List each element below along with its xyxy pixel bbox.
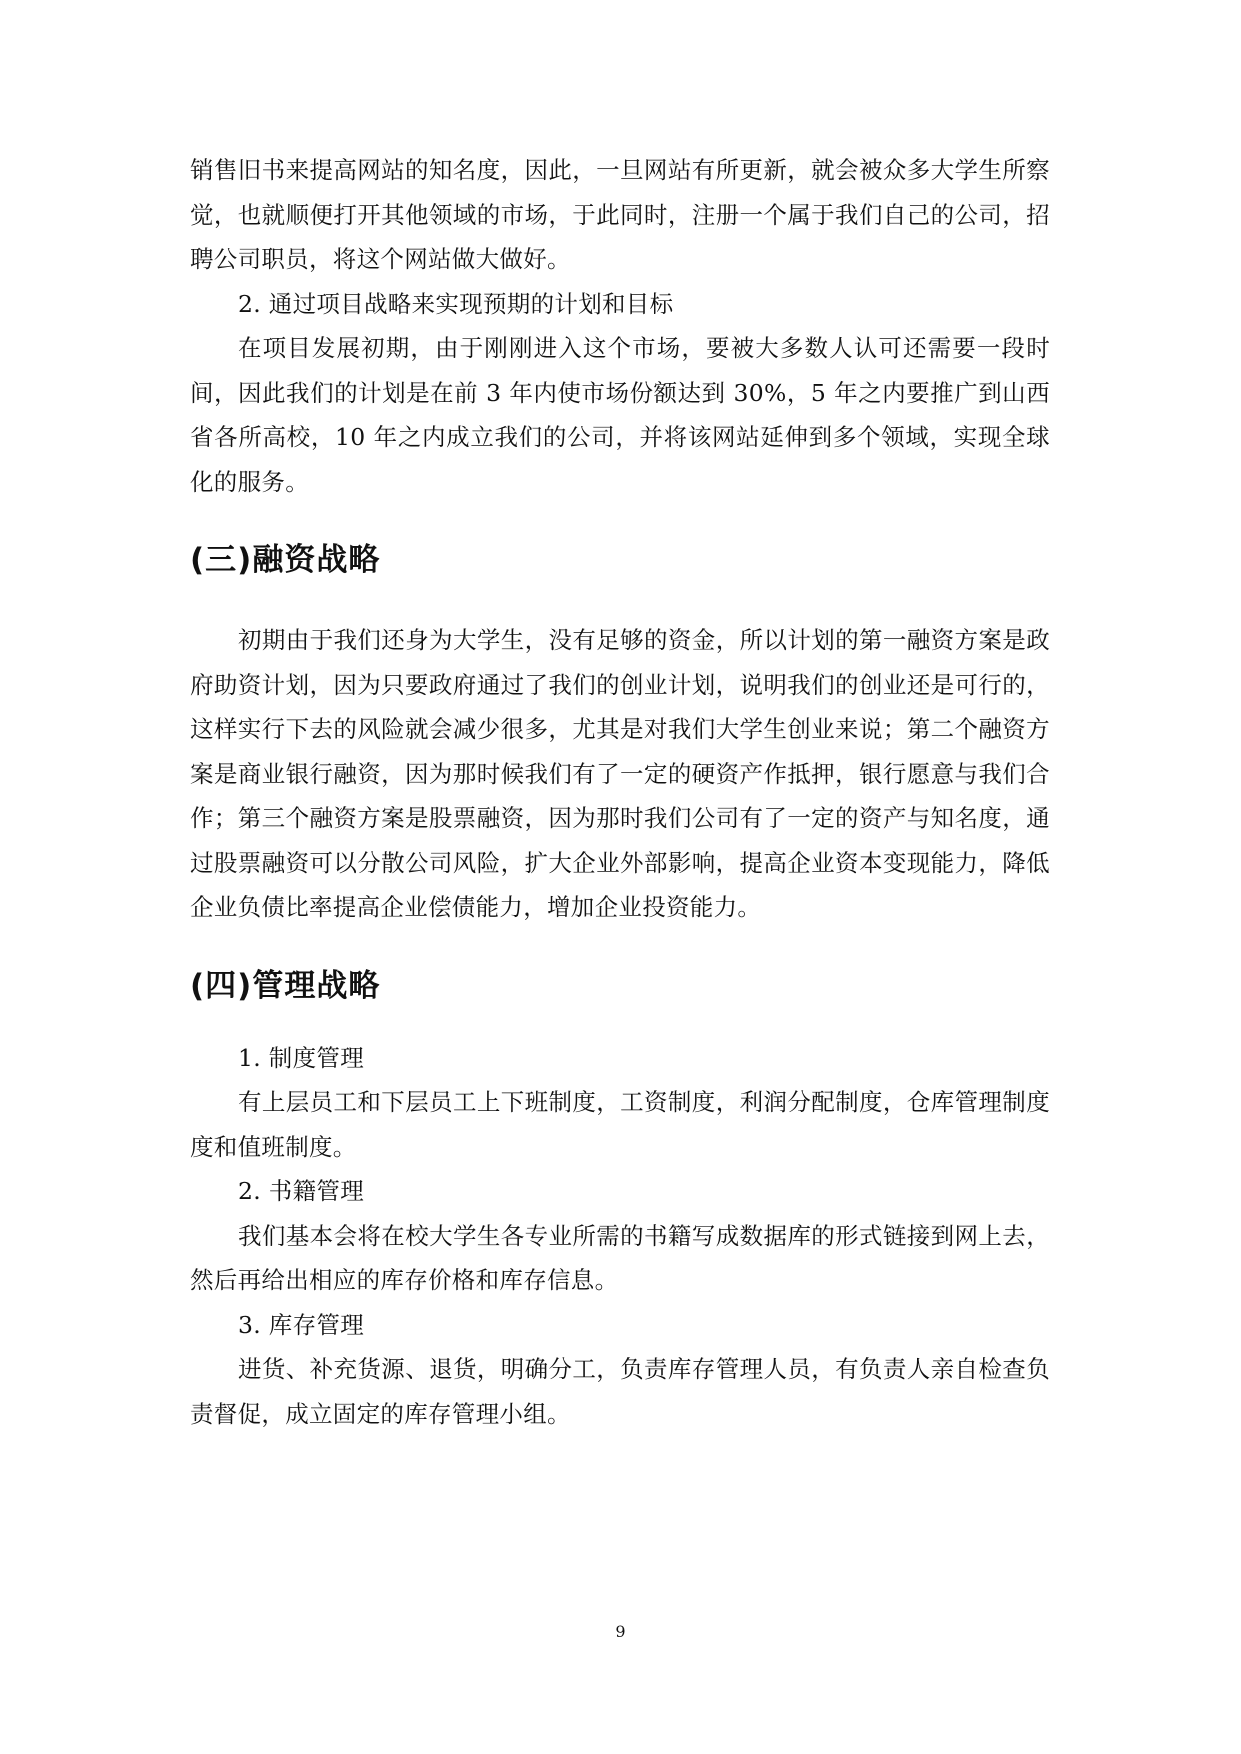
page-body bbox=[190, 148, 1050, 1436]
list-item-book-management: 2. 书籍管理 bbox=[238, 1177, 364, 1205]
list-item-inventory-management: 3. 库存管理 bbox=[238, 1310, 364, 1339]
paragraph-system-management: 有上层员工和下层员工上下班制度，工资制度，利润分配制度，仓库管理制度度和值班制度。 bbox=[190, 1088, 1050, 1161]
section-heading-management: (四)管理战略 bbox=[190, 967, 381, 1004]
section-heading-financing: (三)融资战略 bbox=[190, 542, 381, 578]
paragraph-project-plan: 在项目发展初期，由于刚刚进入这个市场，要被大多数人认可还需要一段时间，因此我们的计划是在前 3 年内使市场份额达到 30%，5 年之内要推广到山西省各所高校，10 年之内成立我们的公司，并将该网站延伸到多个领域，实现全球化的服务。 bbox=[190, 334, 1050, 496]
paragraph-inventory-management: 进货、补充货源、退货，明确分工，负责库存管理人员，有负责人亲自检查负责督促，成立固定的库存管理小组。 bbox=[190, 1355, 1050, 1428]
list-item-system-management: 1. 制度管理 bbox=[238, 1043, 364, 1072]
paragraph-book-management: 我们基本会将在校大学生各专业所需的书籍写成数据库的形式链接到网上去，然后再给出相应的库存价格和库存信息。 bbox=[190, 1221, 1050, 1294]
page-number: 9 bbox=[615, 1622, 626, 1641]
paragraph-continuation: 销售旧书来提高网站的知名度，因此，一旦网站有所更新，就会被众多大学生所察觉，也就顺便打开其他领域的市场，于此同时，注册一个属于我们自己的公司，招聘公司职员，将这个网站做大做好。 bbox=[190, 156, 1050, 273]
paragraph-financing: 初期由于我们还身为大学生，没有足够的资金，所以计划的第一融资方案是政府助资计划，因为只要政府通过了我们的创业计划，说明我们的创业还是可行的，这样实行下去的风险就会减少很多，尤其是对我们大学生创业来说；第二个融资方案是商业银行融资，因为那时候我们有了一定的硬资产作抵押，银行愿意与我们合作；第三个融资方案是股票融资，因为那时我们公司有了一定的资产与知名度，通过股票融资可以分散公司风险，扩大企业外部影响，提高企业资本变现能力，降低企业负债比率提高企业偿债能力，增加企业投资能力。 bbox=[190, 626, 1050, 921]
list-item-project-strategy: 2. 通过项目战略来实现预期的计划和目标 bbox=[238, 289, 674, 318]
